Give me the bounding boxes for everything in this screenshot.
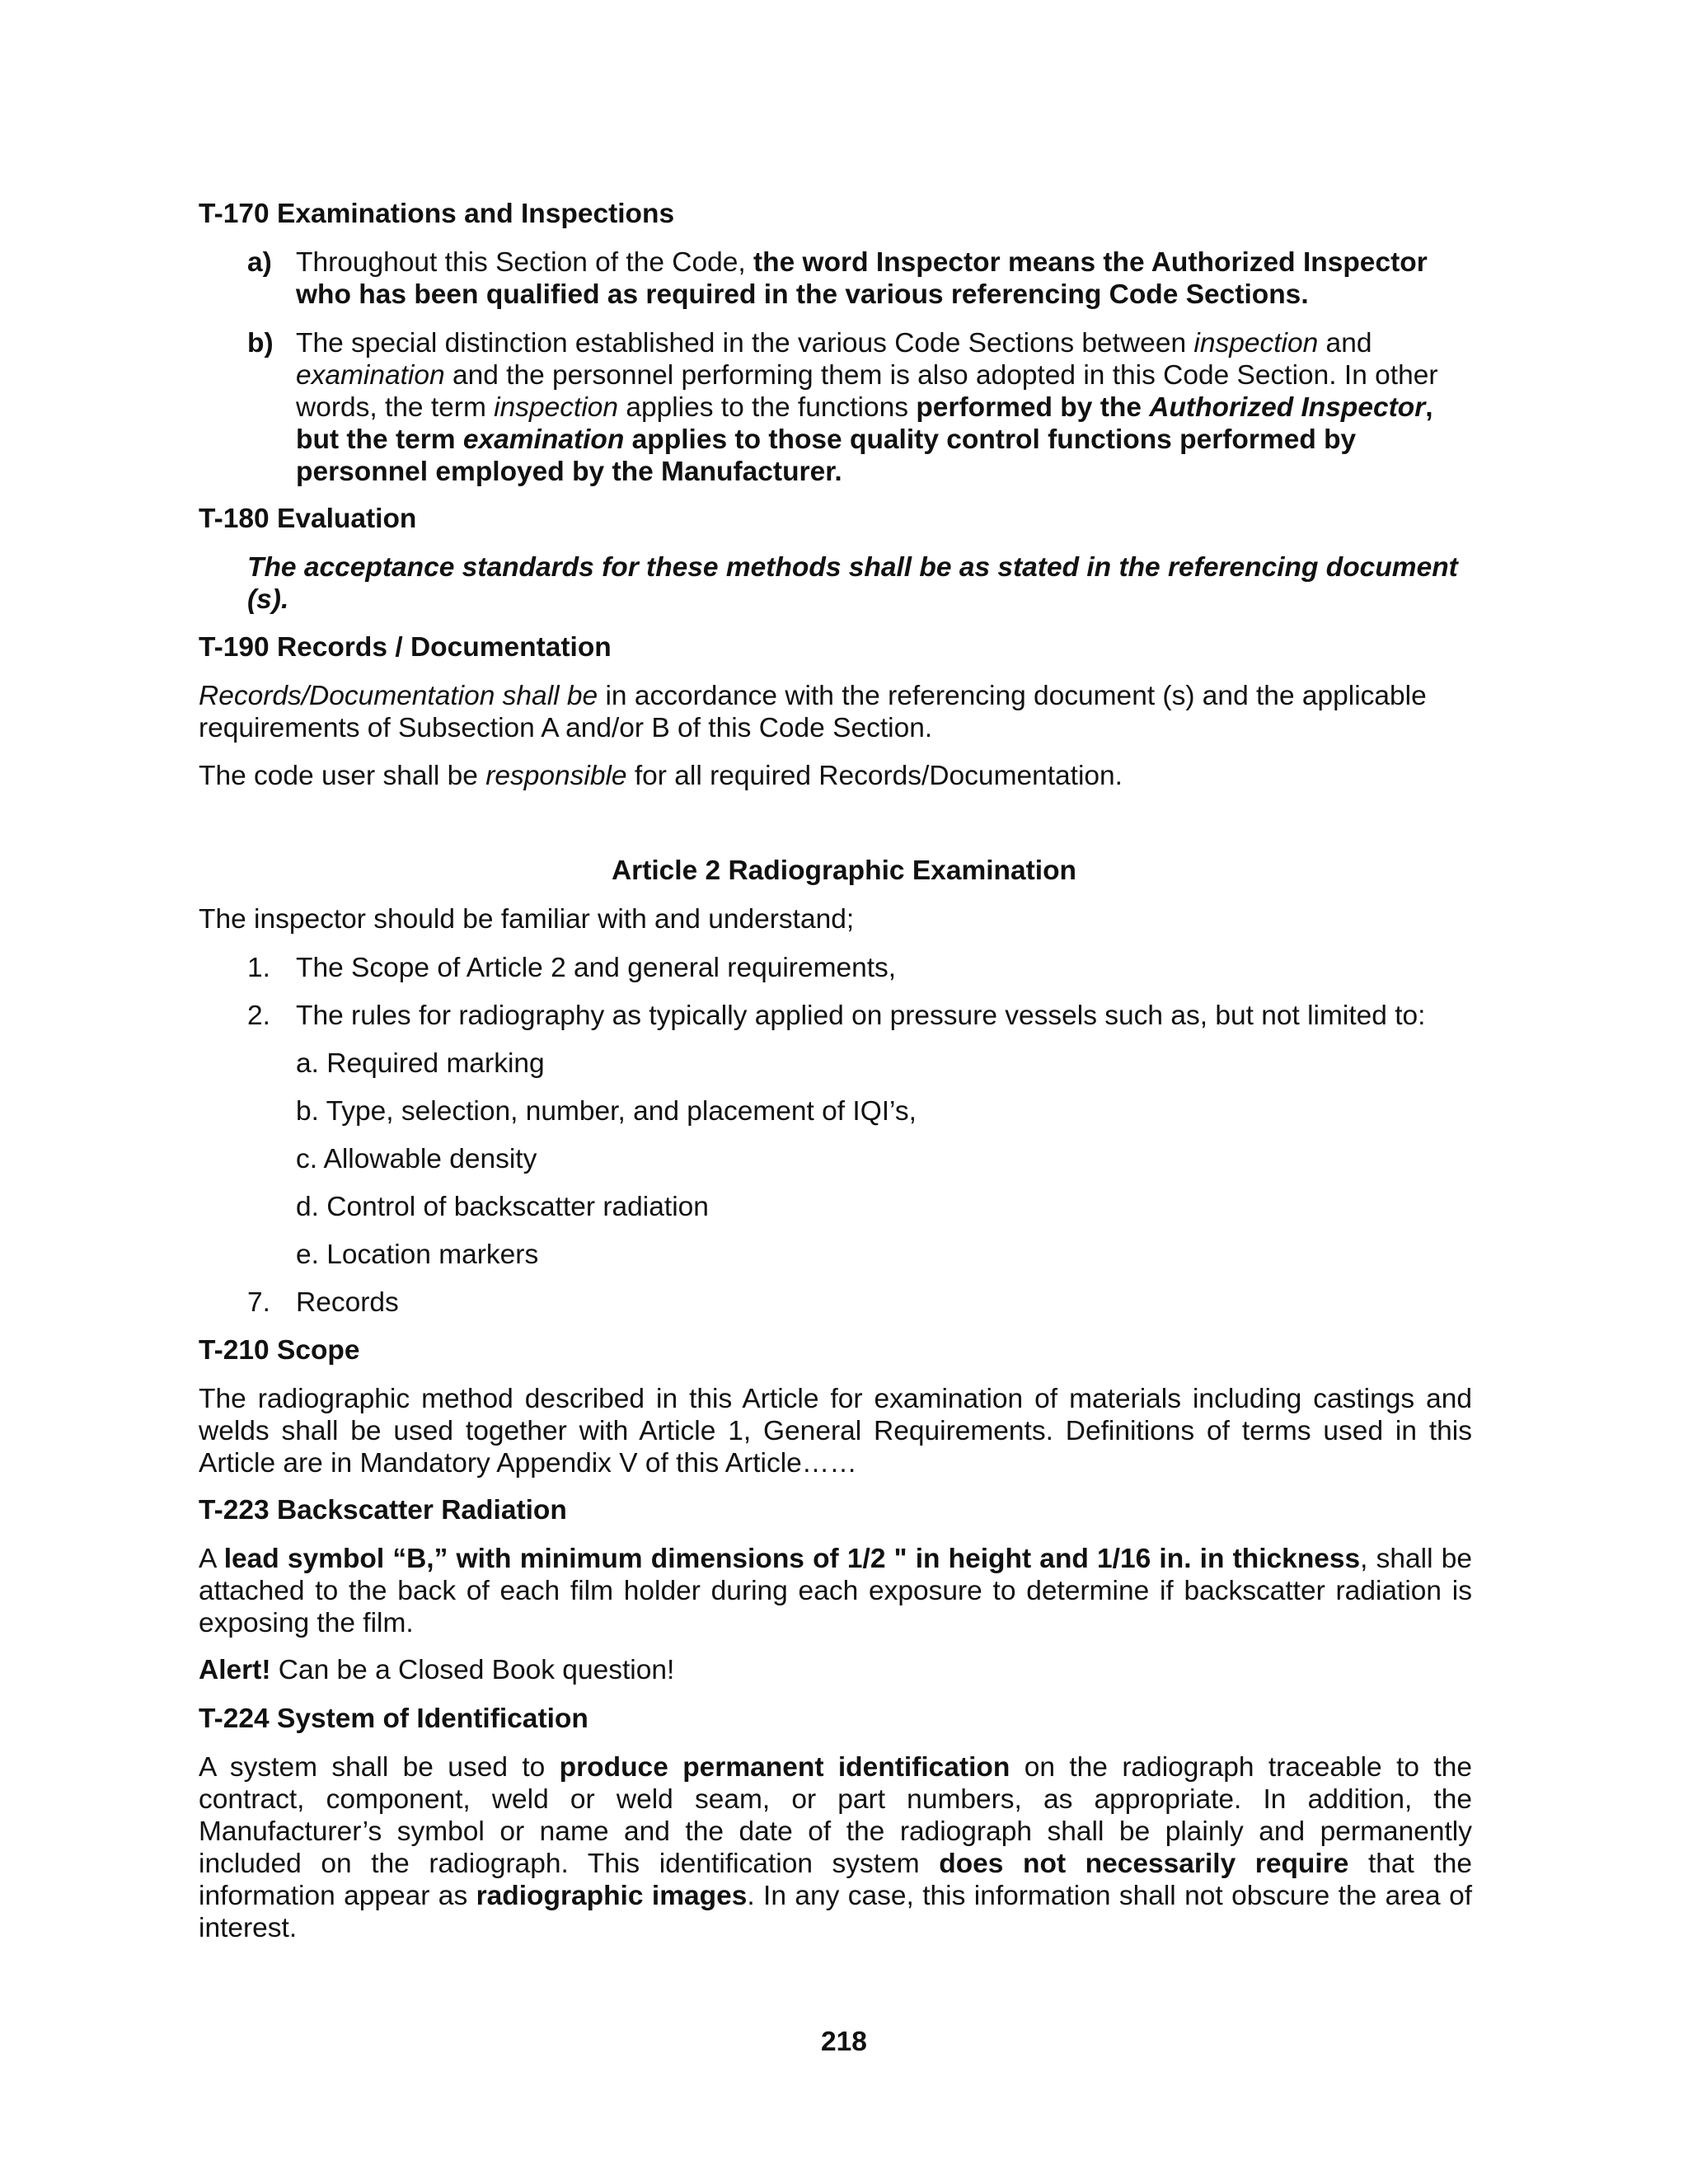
page-number: 218 [821, 2027, 867, 2057]
sublist-item-a: a. Required marking [296, 1048, 545, 1079]
article-intro: The inspector should be familiar with and understand; [199, 904, 855, 935]
list-item-text: Records [296, 1287, 399, 1318]
list-item-text: Throughout this Section of the Code, the word Inspector means the Authorized Inspector who has been qualified as required in the various referencing Code Sections. [296, 247, 1428, 310]
section-heading-t180: T-180 Evaluation [199, 504, 417, 534]
list-marker: a) [247, 247, 272, 278]
numbered-item-7 [247, 1286, 1472, 1319]
list-item-b [247, 327, 1472, 488]
identification-paragraph: A system shall be used to produce permanent identification on the radiograph traceable to the contract, component, weld or weld seam, or part numbers, as appropriate. In addition, the Manufacturer’s symbol or name and the date of the radiograph shall be plainly and permanently included on the radiograph. This identification system does not necessarily require that the information appear as radiographic images. In any case, this information shall not obscure the area of interest. [199, 1752, 1473, 1943]
section-heading-t223: T-223 Backscatter Radiation [199, 1495, 567, 1526]
backscatter-paragraph: A lead symbol “B,” with minimum dimensions of 1/2 " in height and 1/16 in. in thickness, shall be attached to the back of each film holder during each exposure to determine if backscatter radiation is exposing the film. [199, 1544, 1472, 1638]
numbered-item-1 [247, 952, 1472, 984]
sublist-item-b: b. Type, selection, number, and placement of IQI’s, [296, 1096, 917, 1127]
sublist-item-d: d. Control of backscatter radiation [296, 1192, 709, 1222]
scope-paragraph: The radiographic method described in this Article for examination of materials including castings and welds shall be used together with Article 1, General Requirements. Definitions of terms used in this Article are in Mandatory Appendix V of this Article…… [199, 1384, 1472, 1479]
list-marker: 7. [247, 1287, 270, 1318]
evaluation-text: The acceptance standards for these methods shall be as stated in the referencing document (s). [247, 552, 1458, 615]
list-marker: 2. [247, 1001, 270, 1031]
list-item-a [247, 246, 1472, 311]
numbered-item-2 [247, 1000, 1472, 1032]
responsibility-paragraph: The code user shall be responsible for all required Records/Documentation. [199, 761, 1123, 791]
list-item-text: The rules for radiography as typically applied on pressure vessels such as, but not limited to: [296, 1001, 1426, 1031]
sublist-item-c: c. Allowable density [296, 1144, 537, 1174]
list-item-text: The special distinction established in the various Code Sections between inspection and examination and the personnel performing them is also adopted in this Code Section. In other words, the term inspection applies to the functions performed by the Authorized Inspector, but the term examination applies to those quality control functions performed by personnel employed by the Manufacturer. [296, 328, 1438, 487]
section-heading-t190: T-190 Records / Documentation [199, 632, 612, 663]
article-title: Article 2 Radiographic Examination [611, 855, 1077, 886]
section-heading-t210: T-210 Scope [199, 1335, 360, 1366]
list-item-text: The Scope of Article 2 and general requirements, [296, 953, 897, 983]
list-marker: b) [247, 328, 274, 359]
records-paragraph: Records/Documentation shall be in accordance with the referencing document (s) and the applicable requirements of Subsection A and/or B of this Code Section. [199, 681, 1427, 743]
sublist-item-e: e. Location markers [296, 1240, 539, 1270]
section-heading-t170: T-170 Examinations and Inspections [199, 199, 675, 229]
alert-paragraph: Alert! Can be a Closed Book question! [199, 1655, 675, 1685]
section-heading-t224: T-224 System of Identification [199, 1704, 588, 1734]
list-marker: 1. [247, 953, 270, 983]
